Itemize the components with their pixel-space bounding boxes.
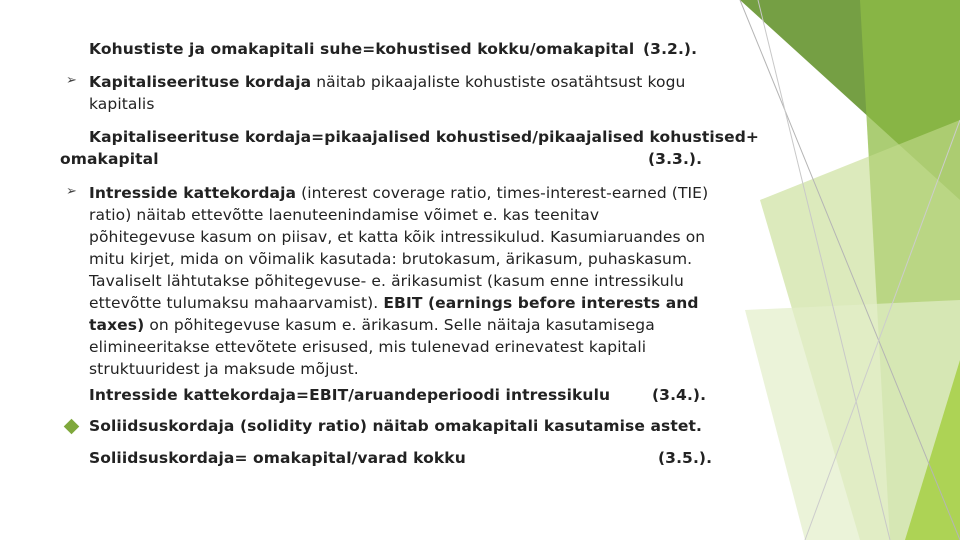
interest-line-8: elimineeritakse ettevõtete erisused, mis tulenevad erinevatest kapitali xyxy=(89,338,647,356)
interest-line-7 xyxy=(89,314,655,336)
interest-term: Intresside kattekordaja xyxy=(89,184,297,202)
formula-3-4-number: (3.4.). xyxy=(652,386,707,404)
arrow-bullet-icon: ➢ xyxy=(66,184,77,199)
ebit-definition: EBIT (earnings before interests and xyxy=(383,294,699,312)
capitalization-line-1 xyxy=(89,71,685,93)
interest-line-6-a: ettevõtte tulumaksu mahaarvamist). xyxy=(89,294,384,312)
interest-line-7-b: on põhitegevuse kasum e. ärikasum. Selle näitaja kasutamisega xyxy=(144,316,655,334)
interest-line-4: mitu kirjet, mida on võimalik kasutada: brutokasum, ärikasum, puhaskasum. xyxy=(89,250,693,268)
solidity-text: Soliidsuskordaja (solidity ratio) näitab omakapitali kasutamise astet. xyxy=(89,417,702,435)
interest-line-5: Tavaliselt lähtutakse põhitegevuse- e. ärikasumist (kasum enne intressikulu xyxy=(89,272,684,290)
formula-3-5-number: (3.5.). xyxy=(658,449,713,467)
interest-line-6 xyxy=(89,292,699,314)
ebit-definition-end: taxes) xyxy=(89,316,145,334)
formula-3-5-text: Soliidsuskordaja= omakapital/varad kokku xyxy=(89,449,466,467)
capitalization-rest: näitab pikaajaliste kohustiste osatähtsust kogu xyxy=(311,73,686,91)
formula-3-2-text: Kohustiste ja omakapitali suhe=kohustised kokku/omakapital xyxy=(89,40,635,58)
capitalization-line-2: kapitalis xyxy=(89,95,155,113)
capitalization-term: Kapitaliseerituse kordaja xyxy=(89,73,312,91)
formula-3-3-line-1: Kapitaliseerituse kordaja=pikaajalised kohustised/pikaajalised kohustised+ xyxy=(89,128,760,146)
formula-3-4-text: Intresside kattekordaja=EBIT/aruandeperioodi intressikulu xyxy=(89,386,611,404)
interest-line-2: ratio) näitab ettevõtte laenuteenindamise võimet e. kas teenitav xyxy=(89,206,600,224)
interest-line-3: põhitegevuse kasum on piisav, et katta kõik intressikulud. Kasumiaruandes on xyxy=(89,228,706,246)
interest-line-9: struktuuridest ja maksude mõjust. xyxy=(89,360,359,378)
interest-line-1-rest: (interest coverage ratio, times-interest-earned (TIE) xyxy=(296,184,709,202)
formula-3-3-line-2: omakapital xyxy=(60,150,159,168)
arrow-bullet-icon: ➢ xyxy=(66,73,77,88)
interest-line-1 xyxy=(89,182,708,204)
formula-3-3-number: (3.3.). xyxy=(648,150,703,168)
formula-3-2-number: (3.2.). xyxy=(643,40,698,58)
